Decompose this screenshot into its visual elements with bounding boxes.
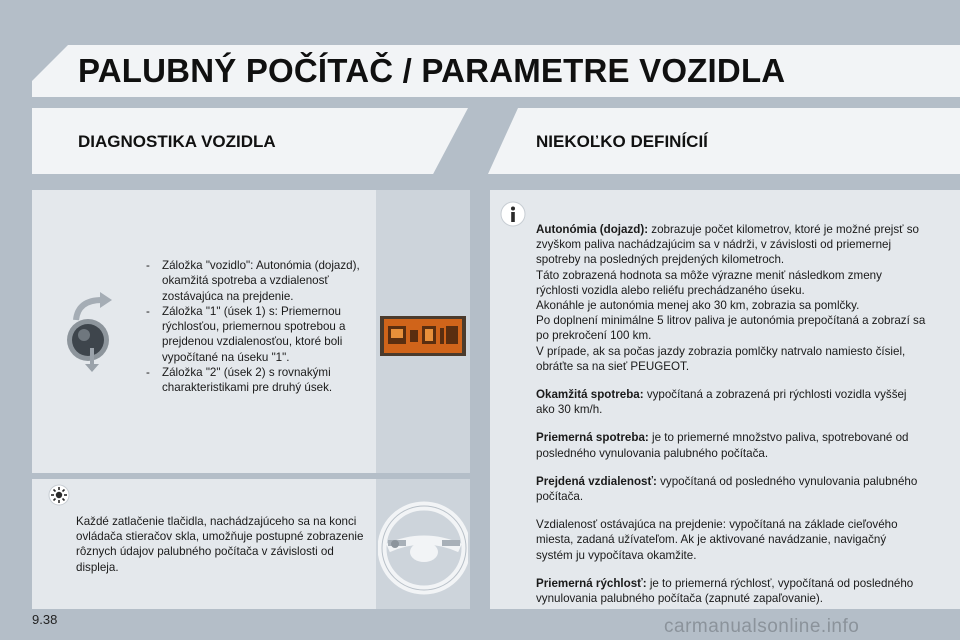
page-title: PALUBNÝ POČÍTAČ / PARAMETRE VOZIDLA xyxy=(78,52,786,89)
definition-text: vypočítaná a zobrazená pri rýchlosti vozidla vyššej ako 30 km/h. xyxy=(536,388,907,417)
definition-term: Priemerná rýchlosť: xyxy=(536,576,647,590)
list-item: - Záložka "2" (úsek 2) s rovnakými charakteristikami pre druhý úsek. xyxy=(146,365,372,396)
definition-distance-travelled xyxy=(536,474,926,504)
watermark: carmanualsonline.info xyxy=(664,616,860,637)
definition-term: Autonómia (dojazd): xyxy=(536,223,649,236)
tip-text: Každé zatlačenie tlačidla, nachádzajúceho sa na konci ovládača stieračov skla, umožňuje postupné zobrazenie rôznych údajov palubného počítača v závislosti od displeja. xyxy=(76,515,364,574)
trip-computer-display-icon xyxy=(380,316,466,356)
trip-computer-button-icon xyxy=(64,290,126,372)
definition-text: Vzdialenosť ostávajúca na prejdenie: vypočítaná na základe cieľového miesta, zadaná užívateľom. Ak je aktivované navádzanie, navigačný systém ju vypočítava okamžite. xyxy=(536,518,898,562)
definition-term: Okamžitá spotreba: xyxy=(536,388,644,402)
definition-autonomy xyxy=(536,222,926,374)
definition-average-consumption xyxy=(536,430,926,460)
definitions-list xyxy=(536,222,926,619)
page-number: 9.38 xyxy=(32,612,58,627)
section-title-diagnostics: DIAGNOSTIKA VOZIDLA xyxy=(78,132,276,151)
definition-text: Po doplnení minimálne 5 litrov paliva je autonómia prepočítaná a zobrazí sa po prekročení 100 km. xyxy=(536,314,926,343)
list-item: - Záložka "1" (úsek 1) s: Priemernou rýchlosťou, priemernou spotrebou a prejdenou vzdialenosťou, ktoré boli vypočítané na úseku "1". xyxy=(146,304,372,365)
info-icon xyxy=(500,201,526,227)
definition-term: Priemerná spotreba: xyxy=(536,431,649,445)
definition-text: zobrazuje počet kilometrov, ktoré je možné prejsť so zvyškom paliva nachádzajúcim sa v nádrži, v závislosti od priemernej spotreby na posledných prejdených kilometroch. xyxy=(536,223,919,267)
lightbulb-icon xyxy=(48,484,70,506)
definition-instant-consumption xyxy=(536,387,926,417)
definition-text: Táto zobrazená hodnota sa môže výrazne meniť následkom zmeny rýchlosti vozidla alebo reliéfu prechádzaného úseku. xyxy=(536,268,882,297)
definition-distance-remaining xyxy=(536,517,926,563)
definition-text: je to priemerná rýchlosť, vypočítaná od posledného vynulovania palubného počítača (zapnuté zapaľovanie). xyxy=(536,576,914,606)
definition-text: V prípade, ak sa počas jazdy zobrazia pomlčky natrvalo namiesto čísiel, obráťte sa na sieť PEUGEOT. xyxy=(536,344,906,373)
definition-term: Prejdená vzdialenosť: xyxy=(536,474,657,488)
list-item: - Záložka "vozidlo": Autonómia (dojazd), okamžitá spotreba a vzdialenosť zostávajúca na prejdenie. xyxy=(146,258,372,304)
definition-text: je to priemerné množstvo paliva, spotrebované od posledného vynulovania palubného počítača. xyxy=(536,431,909,460)
definition-average-speed xyxy=(536,576,926,606)
steering-wheel-icon xyxy=(378,492,468,602)
definition-text: vypočítaná od posledného vynulovania palubného počítača. xyxy=(536,474,918,504)
section-title-definitions: NIEKOĽKO DEFINÍCIÍ xyxy=(536,132,708,151)
tab-list xyxy=(146,258,372,396)
definition-text: Akonáhle je autonómia menej ako 30 km, zobrazia sa pomlčky. xyxy=(536,299,860,313)
